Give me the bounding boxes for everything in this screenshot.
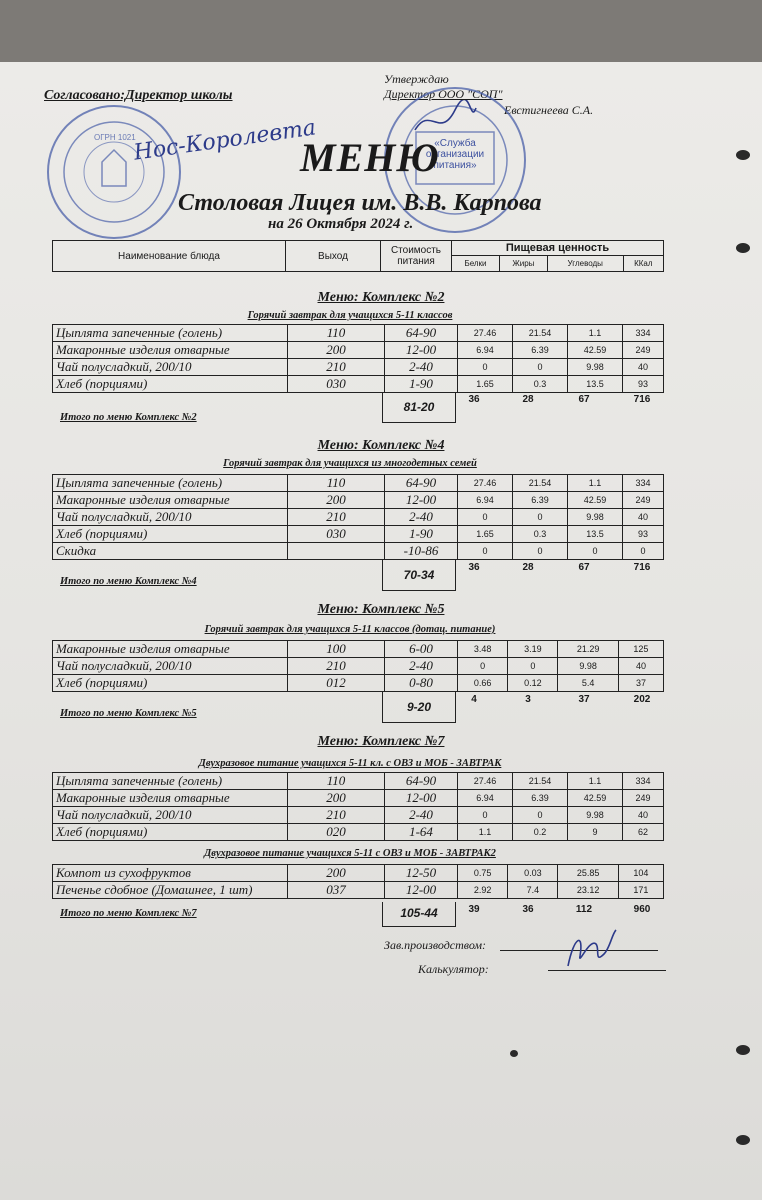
dish-carbs: 1.1 [567, 325, 622, 342]
dish-name: Скидка [53, 543, 288, 560]
dish-cost: 2-40 [385, 509, 458, 526]
approved-by-label: Согласовано:Директор школы [44, 88, 233, 103]
dish-carbs: 9.98 [558, 658, 618, 675]
dish-kcal: 334 [622, 773, 663, 790]
table-row [53, 325, 664, 342]
col-output-header: Выход [286, 241, 381, 272]
dish-kcal: 40 [622, 359, 663, 376]
dish-cost: 64-90 [385, 475, 458, 492]
dish-output: 110 [288, 325, 385, 342]
binder-hole [736, 150, 750, 160]
table-row [53, 492, 664, 509]
col-name-header: Наименование блюда [53, 241, 286, 272]
dish-kcal: 125 [618, 641, 663, 658]
dish-carbs: 9.98 [567, 807, 622, 824]
col-cost-header: Стоимость питания [381, 241, 452, 272]
table-row [53, 342, 664, 359]
dish-fats: 7.4 [508, 882, 558, 899]
dish-output: 200 [288, 492, 385, 509]
dish-proteins: 1.1 [458, 824, 513, 841]
dish-fats: 0 [512, 543, 567, 560]
total-label: Итого по меню Комплекс №2 [60, 412, 197, 423]
dish-output: 110 [288, 475, 385, 492]
menu-date: на 26 Октября 2024 г. [268, 216, 414, 232]
table-row [53, 376, 664, 393]
dish-kcal: 93 [622, 526, 663, 543]
group-subtitle: Горячий завтрак для учащихся из многодетных семей [223, 458, 477, 469]
dish-proteins: 0 [458, 807, 513, 824]
dish-name: Макаронные изделия отварные [53, 790, 288, 807]
dish-output: 210 [288, 509, 385, 526]
dish-proteins: 1.65 [458, 526, 513, 543]
dish-name: Хлеб (порциями) [53, 376, 288, 393]
total-label: Итого по меню Комплекс №7 [60, 908, 197, 919]
dish-proteins: 27.46 [458, 773, 513, 790]
dish-name: Макаронные изделия отварные [53, 342, 288, 359]
col-proteins-header: Белки [452, 256, 500, 272]
dish-proteins: 1.65 [458, 376, 513, 393]
dish-carbs: 42.59 [567, 492, 622, 509]
dish-output: 100 [288, 641, 385, 658]
dish-carbs: 1.1 [567, 773, 622, 790]
dish-kcal: 40 [622, 807, 663, 824]
dish-kcal: 334 [622, 325, 663, 342]
dish-kcal: 37 [618, 675, 663, 692]
table-row [53, 865, 664, 882]
dish-fats: 0.3 [512, 526, 567, 543]
table-row [53, 824, 664, 841]
table-row [53, 807, 664, 824]
total-kcal: 960 [633, 904, 651, 915]
dish-kcal: 249 [622, 790, 663, 807]
director-name: Евстигнеева С.А. [504, 103, 594, 117]
binder-hole [736, 1135, 750, 1145]
dish-output: 020 [288, 824, 385, 841]
dish-name: Хлеб (порциями) [53, 824, 288, 841]
dish-fats: 3.19 [508, 641, 558, 658]
dish-cost: 2-40 [385, 359, 458, 376]
total-fats: 28 [522, 394, 534, 405]
dish-carbs: 9.98 [567, 509, 622, 526]
dish-kcal: 334 [622, 475, 663, 492]
dish-name: Макаронные изделия отварные [53, 641, 288, 658]
dish-table [52, 772, 664, 841]
total-carbs: 67 [578, 394, 590, 405]
dish-output: 110 [288, 773, 385, 790]
dish-name: Печенье сдобное (Домашнее, 1 шт) [53, 882, 288, 899]
dish-proteins: 0.75 [458, 865, 508, 882]
dish-cost: 12-00 [385, 882, 458, 899]
dish-carbs: 25.85 [558, 865, 618, 882]
dish-name: Цыплята запеченные (голень) [53, 773, 288, 790]
dish-kcal: 0 [622, 543, 663, 560]
dish-proteins: 27.46 [458, 475, 513, 492]
dish-cost: 1-64 [385, 824, 458, 841]
total-kcal: 716 [633, 562, 651, 573]
dish-carbs: 13.5 [567, 526, 622, 543]
dish-kcal: 62 [622, 824, 663, 841]
dish-cost: 64-90 [385, 325, 458, 342]
table-row [53, 773, 664, 790]
dish-carbs: 5.4 [558, 675, 618, 692]
dish-name: Чай полусладкий, 200/10 [53, 807, 288, 824]
total-label: Итого по меню Комплекс №4 [60, 576, 197, 587]
dish-cost: -10-86 [385, 543, 458, 560]
dish-carbs: 23.12 [558, 882, 618, 899]
table-row [53, 790, 664, 807]
table-row [53, 882, 664, 899]
total-proteins: 4 [471, 694, 477, 705]
table-row [53, 526, 664, 543]
dish-name: Хлеб (порциями) [53, 675, 288, 692]
section-title: Меню: Комплекс №5 [317, 602, 445, 617]
dish-cost: 12-00 [385, 492, 458, 509]
dish-cost: 0-80 [385, 675, 458, 692]
production-manager-label: Зав.производством: [384, 938, 487, 952]
page-title: МЕНЮ [300, 135, 440, 180]
totals-row [52, 902, 664, 922]
total-cost: 9-20 [382, 692, 456, 723]
dish-fats: 6.39 [512, 492, 567, 509]
calculator-signature [560, 926, 620, 972]
dish-proteins: 0.66 [458, 675, 508, 692]
dish-fats: 0 [512, 359, 567, 376]
dish-output: 210 [288, 359, 385, 376]
dish-name: Хлеб (порциями) [53, 526, 288, 543]
dish-table [52, 324, 664, 393]
dish-cost: 1-90 [385, 376, 458, 393]
dish-output: 037 [288, 882, 385, 899]
dish-proteins: 3.48 [458, 641, 508, 658]
dish-cost: 2-40 [385, 658, 458, 675]
dish-fats: 0.12 [508, 675, 558, 692]
dish-carbs: 9 [567, 824, 622, 841]
group-subtitle: Горячий завтрак для учащихся 5-11 классов (дотац. питание) [204, 624, 496, 635]
cafeteria-name: Столовая Лицея им. В.В. Карпова [178, 190, 542, 216]
dish-carbs: 42.59 [567, 342, 622, 359]
table-row [53, 359, 664, 376]
dish-fats: 6.39 [512, 342, 567, 359]
dish-kcal: 171 [618, 882, 663, 899]
total-proteins: 36 [468, 394, 480, 405]
dish-output: 200 [288, 342, 385, 359]
dish-carbs: 9.98 [567, 359, 622, 376]
col-nutrition-header: Пищевая ценность [452, 241, 664, 256]
dish-proteins: 6.94 [458, 342, 513, 359]
table-row [53, 509, 664, 526]
total-kcal: 716 [633, 394, 651, 405]
dish-kcal: 249 [622, 342, 663, 359]
table-row [53, 675, 664, 692]
dish-table [52, 640, 664, 692]
dish-proteins: 0 [458, 543, 513, 560]
dish-cost: 2-40 [385, 807, 458, 824]
dish-output [288, 543, 385, 560]
dish-cost: 64-90 [385, 773, 458, 790]
total-fats: 3 [525, 694, 531, 705]
dish-fats: 21.54 [512, 325, 567, 342]
dish-proteins: 27.46 [458, 325, 513, 342]
dish-name: Компот из сухофруктов [53, 865, 288, 882]
dish-table [52, 864, 664, 899]
dish-carbs: 42.59 [567, 790, 622, 807]
total-fats: 28 [522, 562, 534, 573]
dish-fats: 0.03 [508, 865, 558, 882]
group-subtitle: Двухразовое питание учащихся 5-11 с ОВЗ и МОБ - ЗАВТРАК2 [204, 848, 496, 859]
dish-name: Цыплята запеченные (голень) [53, 475, 288, 492]
dish-kcal: 40 [622, 509, 663, 526]
binder-hole [736, 1045, 750, 1055]
dish-carbs: 21.29 [558, 641, 618, 658]
approve-label: Утверждаю [384, 72, 449, 86]
total-proteins: 39 [468, 904, 480, 915]
totals-row [52, 692, 664, 719]
section-title: Меню: Комплекс №7 [317, 734, 445, 749]
dish-proteins: 6.94 [458, 790, 513, 807]
table-row [53, 658, 664, 675]
dish-name: Чай полусладкий, 200/10 [53, 359, 288, 376]
dish-kcal: 104 [618, 865, 663, 882]
dish-fats: 0 [512, 509, 567, 526]
dish-kcal: 249 [622, 492, 663, 509]
col-kcal-header: ККал [623, 256, 663, 272]
calculator-label: Калькулятор: [418, 962, 489, 976]
table-row [53, 475, 664, 492]
dish-name: Чай полусладкий, 200/10 [53, 509, 288, 526]
dish-output: 210 [288, 807, 385, 824]
dish-cost: 12-00 [385, 790, 458, 807]
total-carbs: 112 [575, 904, 593, 915]
dish-output: 200 [288, 865, 385, 882]
binder-hole [736, 243, 750, 253]
group-subtitle: Горячий завтрак для учащихся 5-11 классов [247, 310, 453, 321]
group-subtitle: Двухразовое питание учащихся 5-11 кл. с ОВЗ и МОБ - ЗАВТРАК [198, 758, 502, 769]
binder-hole [510, 1050, 518, 1057]
dish-fats: 21.54 [512, 773, 567, 790]
dish-name: Чай полусладкий, 200/10 [53, 658, 288, 675]
dish-carbs: 1.1 [567, 475, 622, 492]
stamp-text: ОГРН 1021 [94, 133, 136, 142]
totals-row [52, 560, 664, 587]
dish-proteins: 6.94 [458, 492, 513, 509]
total-fats: 36 [522, 904, 534, 915]
dish-cost: 1-90 [385, 526, 458, 543]
col-fats-header: Жиры [499, 256, 547, 272]
dish-proteins: 0 [458, 359, 513, 376]
dish-cost: 6-00 [385, 641, 458, 658]
signature-text: Нос-Королевта [132, 115, 318, 166]
dish-proteins: 2.92 [458, 882, 508, 899]
total-proteins: 36 [468, 562, 480, 573]
total-carbs: 37 [578, 694, 590, 705]
section-title: Меню: Комплекс №4 [317, 438, 445, 453]
dish-kcal: 93 [622, 376, 663, 393]
dish-name: Цыплята запеченные (голень) [53, 325, 288, 342]
totals-row [52, 392, 664, 423]
total-cost: 105-44 [382, 902, 456, 927]
section-title: Меню: Комплекс №2 [317, 290, 445, 305]
total-cost: 81-20 [382, 392, 456, 423]
total-label: Итого по меню Комплекс №5 [60, 708, 197, 719]
total-carbs: 67 [578, 562, 590, 573]
stamp-org-text: «Служба организации питания» [425, 138, 485, 171]
col-carbs-header: Углеводы [547, 256, 623, 272]
dish-output: 200 [288, 790, 385, 807]
director-label: Директор ООО "СОП" [384, 87, 503, 101]
dish-cost: 12-00 [385, 342, 458, 359]
dish-kcal: 40 [618, 658, 663, 675]
dish-output: 030 [288, 376, 385, 393]
table-row [53, 543, 664, 560]
total-cost: 70-34 [382, 560, 456, 591]
dish-proteins: 0 [458, 658, 508, 675]
dish-fats: 0 [512, 807, 567, 824]
table-row [53, 641, 664, 658]
dish-carbs: 13.5 [567, 376, 622, 393]
dish-fats: 21.54 [512, 475, 567, 492]
dish-proteins: 0 [458, 509, 513, 526]
column-header-table [52, 240, 664, 272]
dish-output: 030 [288, 526, 385, 543]
dish-output: 012 [288, 675, 385, 692]
dish-fats: 0 [508, 658, 558, 675]
dish-fats: 0.2 [512, 824, 567, 841]
dish-table [52, 474, 664, 560]
dish-name: Макаронные изделия отварные [53, 492, 288, 509]
dish-carbs: 0 [567, 543, 622, 560]
total-kcal: 202 [633, 694, 651, 705]
dish-output: 210 [288, 658, 385, 675]
dish-cost: 12-50 [385, 865, 458, 882]
dish-fats: 6.39 [512, 790, 567, 807]
dish-fats: 0.3 [512, 376, 567, 393]
